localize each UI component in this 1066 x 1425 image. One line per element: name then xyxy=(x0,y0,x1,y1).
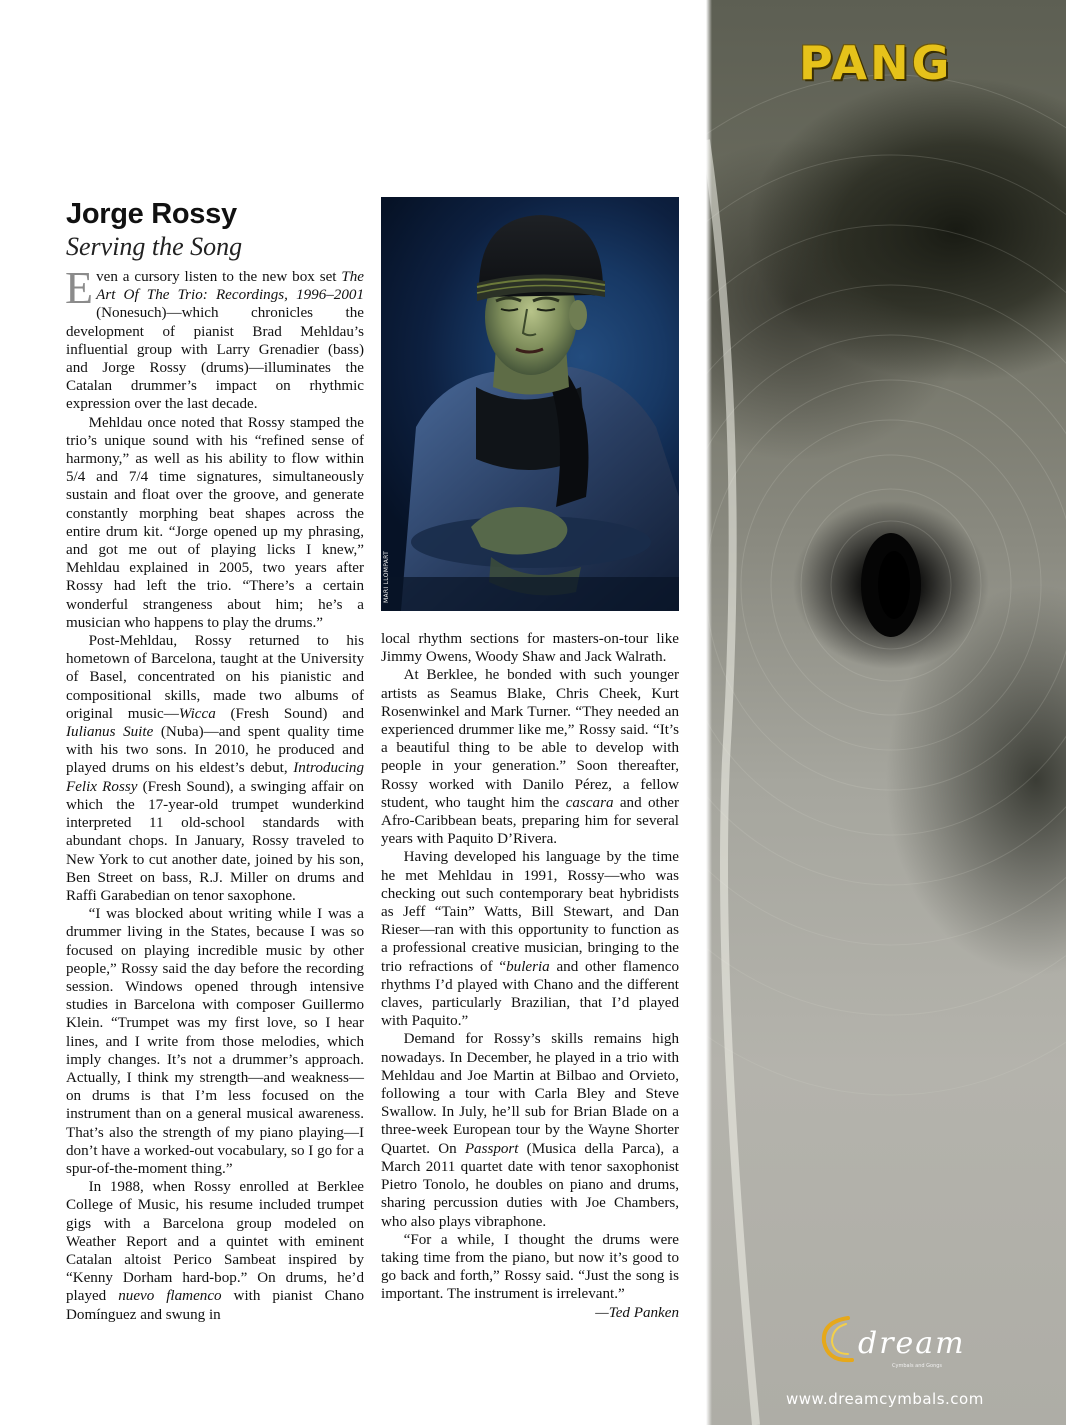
article-column-2 xyxy=(381,630,679,1322)
box-set-title: The Art Of The Trio: Recordings, 1996–2001 xyxy=(96,269,364,304)
paragraph-8: Having developed his language by the time he met Mehldau in 1991, Rossy—who was checking out such contemporary beat hybridists as Jeff “Tain” Watts, Bill Stewart, and Dan Rieser—ran with this opportunity to function as a professional creative musician, bringing to the trio refractions of “buleria and other flamenco rhythms I’d played with Chano and the different claves, particularly Brazilian, that I’d played with Paquito.” xyxy=(381,849,679,1030)
author-signature: —Ted Panken xyxy=(595,1304,679,1321)
article-column-1 xyxy=(65,262,365,1324)
cymbal-texture xyxy=(706,0,1066,1425)
paragraph-4: “I was blocked about writing while I was a drummer living in the States, because I was so focused on playing incredible music by other people,” Rossy said the day before the recording session. Windows opened through intensive studies in Barcelona with composer Guillermo Klein. “Trumpet was my first love, so I hear lines, and I write from those melodies, which imply changes. It’s not a drummer’s approach. Actually, I think my strength—and weakness—on drums is that I’m less focused on the instrument than on a general musical awareness. That’s also the strength of my piano playing—I don’t have a worked-out vocabulary, so I go for a spur-of-the-moment thing.” xyxy=(66,906,365,1177)
article-title: Jorge Rossy xyxy=(66,198,237,230)
portrait-illustration xyxy=(381,197,679,611)
paragraph-7: At Berklee, he bonded with such younger artists as Seamus Blake, Chris Cheek, Kurt Rosenwinkel and Mark Turner. “They needed an experienced drummer like me,” Rossy said. “It’s a beautiful thing to be able to develop with people in your generation.” Soon thereafter, Rossy worked with Danilo Pérez, a fellow student, who taught him the cascara and other Afro-Caribbean beats, preparing him for several years with Paquito D’Rivera. xyxy=(381,667,679,848)
dream-logo-word: dream xyxy=(858,1326,966,1361)
pang-brand-logo: PANG xyxy=(799,36,953,90)
paragraph-10: “For a while, I thought the drums were taking time from the piano, but now it’s good to go back and forth,” Rossy said. “Just the song is important. The instrument is irrelevant.” xyxy=(381,1231,679,1303)
ad-edge xyxy=(706,0,712,1425)
paragraph-1: Even a cursory listen to the new box set The Art Of The Trio: Recordings, 1996–2001 (Nonesuch)—which chronicles the development of pianist Brad Mehldau’s influential group with Larry Grenadier (bass) and Jorge Rossy (drums)—illuminates the Catalan drummer’s impact on rhythmic expression over the last decade. xyxy=(65,262,364,413)
dream-logo-tagline: Cymbals and Gongs xyxy=(892,1363,943,1369)
paragraph-3: Post-Mehldau, Rossy returned to his hometown of Barcelona, taught at the University of Basel, concentrated on his pianistic and compositional skills, made two albums of original music—Wicca (Fresh Sound) and Iulianus Suite (Nuba)—and spent quality time with his two sons. In 2010, he produced and played drums on his eldest’s debut, Introducing Felix Rossy (Fresh Sound), a swinging affair on which the 17-year-old trumpet wunderkind interpreted 11 old-school standards with abundant chops. In January, Rossy traveled to New York to cut another date, joined by his son, Ben Street on bass, R.J. Miller on drums and Raffi Garabedian on tenor saxophone. xyxy=(66,633,364,904)
photo-credit: MARI LLOMPART xyxy=(383,550,390,603)
article-subtitle: Serving the Song xyxy=(66,232,243,261)
paragraph-9: Demand for Rossy’s skills remains high nowadays. In December, he played in a trio with Mehldau and Joe Martin at Bilbao and Orvieto, following a tour with Carla Bley and Steve Swallow. In July, he’ll sub for Brian Blade on a three-week European tour by the Wayne Shorter Quartet. On Passport (Musica della Parca), a March 2011 quartet date with tenor saxophonist Pietro Tonolo, he doubles on piano and drums, sharing percussion duties with Joe Chambers, who also plays vibraphone. xyxy=(381,1031,680,1230)
cymbal-advertisement xyxy=(706,0,1066,1425)
dream-website-url[interactable]: www.dreamcymbals.com xyxy=(786,1390,984,1408)
paragraph-2: Mehldau once noted that Rossy stamped the trio’s unique sound with his “refined sense of harmony,” as well as his ability to flow within 5/4 and 7/4 time signatures, simultaneously sustain and float over the groove, and generate constantly morphing beat shapes across the entire drum kit. “Jorge opened up my phrasing, and got me out of playing licks I knew,” Mehldau explained in 2005, two years after Rossy had left the trio. “There’s a certain wonderful strangeness about him; he’s a musician who happens to play the drums.” xyxy=(66,414,364,631)
paragraph-6: local rhythm sections for masters-on-tour like Jimmy Owens, Woody Shaw and Jack Walrath. xyxy=(381,631,679,666)
paragraph-5: In 1988, when Rossy enrolled at Berklee College of Music, his resume included trumpet gigs with a Barcelona group modeled on Weather Report and a quintet with eminent Catalan altoist Perico Sambeat inspired by “Kenny Dorham hard-bop.” On drums, he’d played nuevo flamenco with pianist Chano Domínguez and swung in xyxy=(66,1179,365,1323)
portrait-photo xyxy=(381,197,679,611)
drop-cap: E xyxy=(65,262,94,313)
